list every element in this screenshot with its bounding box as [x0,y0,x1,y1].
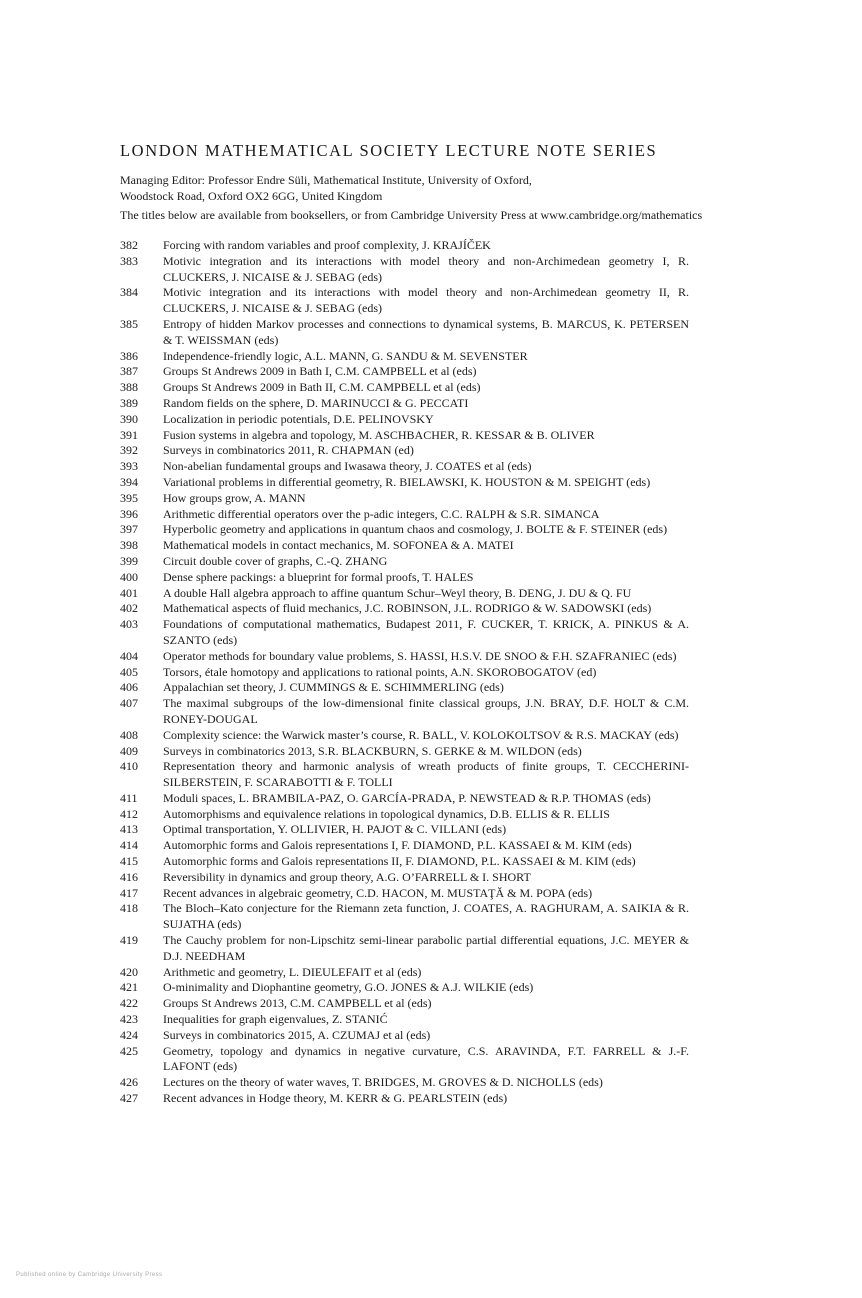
item-number: 424 [120,1027,138,1042]
list-item [120,807,748,823]
item-number: 418 [120,901,138,916]
series-title: LONDON MATHEMATICAL SOCIETY LECTURE NOTE SERIES [120,141,658,160]
item-number: 386 [120,348,138,363]
list-item [120,728,748,744]
item-number: 384 [120,285,138,300]
item-number: 388 [120,380,138,395]
item-title: Circuit double cover of graphs, C.-Q. ZHANG [163,553,388,568]
item-title: Entropy of hidden Markov processes and connections to dynamical systems, B. MARCUS, K. PETERSEN & T. WEISSMAN (eds) [163,316,689,347]
list-item [120,1075,748,1091]
title-list [120,238,748,1107]
item-title: Optimal transportation, Y. OLLIVIER, H. PAJOT & C. VILLANI (eds) [163,822,507,837]
item-number: 387 [120,364,138,379]
item-number: 385 [120,316,138,331]
list-item [120,617,748,649]
item-number: 409 [120,743,138,758]
item-number: 425 [120,1043,138,1058]
item-title: Geometry, topology and dynamics in negative curvature, C.S. ARAVINDA, F.T. FARRELL & J.-F. LAFONT (eds) [163,1043,689,1074]
list-item [120,349,748,365]
item-number: 413 [120,822,138,837]
availability-note: The titles below are available from booksellers, or from Cambridge University Press at www.cambridge.org/mathematics [120,208,703,222]
list-item [120,412,748,428]
item-title: Recent advances in algebraic geometry, C.D. HACON, M. MUSTAŢĂ & M. POPA (eds) [163,885,593,900]
list-item [120,254,748,286]
item-title: Groups St Andrews 2009 in Bath II, C.M. CAMPBELL et al (eds) [163,380,481,395]
item-title: Automorphic forms and Galois representations I, F. DIAMOND, P.L. KASSAEI & M. KIM (eds) [163,838,632,853]
item-number: 402 [120,601,138,616]
list-item [120,965,748,981]
list-item [120,980,748,996]
item-number: 406 [120,680,138,695]
item-number: 403 [120,617,138,632]
item-title: Motivic integration and its interactions with model theory and non-Archimedean geometry I, R. CLUCKERS, J. NICAISE & J. SEBAG (eds) [163,253,689,284]
item-title: The Cauchy problem for non-Lipschitz semi-linear parabolic partial differential equations, J.C. MEYER & D.J. NEEDHAM [163,933,689,963]
list-item [120,586,748,602]
item-title: Complexity science: the Warwick master’s course, R. BALL, V. KOLOKOLTSOV & R.S. MACKAY (eds) [163,727,679,742]
item-number: 422 [120,996,138,1011]
list-item [120,443,748,459]
editor-line-1: Managing Editor: Professor Endre Süli, Mathematical Institute, University of Oxford, [120,173,532,187]
list-item [120,380,748,396]
list-item [120,665,748,681]
list-item [120,554,748,570]
item-title: Surveys in combinatorics 2011, R. CHAPMAN (ed) [163,443,414,458]
list-item [120,838,748,854]
list-item [120,822,748,838]
item-number: 398 [120,538,138,553]
item-number: 423 [120,1012,138,1027]
item-number: 410 [120,759,138,774]
item-number: 390 [120,411,138,426]
item-number: 426 [120,1075,138,1090]
list-item [120,601,748,617]
item-number: 397 [120,522,138,537]
item-title: Non-abelian fundamental groups and Iwasawa theory, J. COATES et al (eds) [163,459,532,474]
item-number: 394 [120,474,138,489]
item-number: 414 [120,838,138,853]
list-item [120,459,748,475]
list-item [120,317,748,349]
item-title: The maximal subgroups of the low-dimensional finite classical groups, J.N. BRAY, D.F. HOLT & C.M. RONEY-DOUGAL [163,696,689,726]
item-title: A double Hall algebra approach to affine quantum Schur–Weyl theory, B. DENG, J. DU & Q. FU [163,585,632,600]
item-title: Automorphisms and equivalence relations in topological dynamics, D.B. ELLIS & R. ELLIS [163,806,610,821]
item-number: 391 [120,427,138,442]
list-item [120,1012,748,1028]
item-title: Appalachian set theory, J. CUMMINGS & E. SCHIMMERLING (eds) [163,680,504,695]
list-item [120,364,748,380]
item-title: Arithmetic and geometry, L. DIEULEFAIT et al (eds) [163,964,422,979]
item-title: Dense sphere packings: a blueprint for formal proofs, T. HALES [163,569,474,584]
item-title: The Bloch–Kato conjecture for the Riemann zeta function, J. COATES, A. RAGHURAM, A. SAIKIA & R. SUJATHA (eds) [163,901,689,932]
list-item [120,744,748,760]
item-number: 416 [120,869,138,884]
item-title: Operator methods for boundary value problems, S. HASSI, H.S.V. DE SNOO & F.H. SZAFRANIEC (eds) [163,648,677,663]
list-item [120,396,748,412]
item-title: Localization in periodic potentials, D.E. PELINOVSKY [163,411,434,426]
managing-editor [120,172,532,204]
list-item [120,507,748,523]
item-title: How groups grow, A. MANN [163,490,306,505]
item-title: Mathematical aspects of fluid mechanics, J.C. ROBINSON, J.L. RODRIGO & W. SADOWSKI (eds) [163,601,652,616]
item-number: 393 [120,459,138,474]
item-number: 396 [120,506,138,521]
item-title: Reversibility in dynamics and group theory, A.G. O’FARRELL & I. SHORT [163,869,531,884]
item-number: 395 [120,490,138,505]
item-title: Random fields on the sphere, D. MARINUCCI & G. PECCATI [163,395,469,410]
item-title: Foundations of computational mathematics, Budapest 2011, F. CUCKER, T. KRICK, A. PINKUS & A. SZANTO (eds) [163,617,689,647]
item-number: 382 [120,238,138,252]
item-title: Lectures on the theory of water waves, T. BRIDGES, M. GROVES & D. NICHOLLS (eds) [163,1075,603,1090]
list-item [120,870,748,886]
list-item [120,854,748,870]
item-title: Arithmetic differential operators over the p-adic integers, C.C. RALPH & S.R. SIMANCA [163,506,600,521]
list-item [120,933,748,965]
item-number: 427 [120,1091,138,1106]
item-number: 389 [120,395,138,410]
item-number: 412 [120,806,138,821]
item-title: Independence-friendly logic, A.L. MANN, G. SANDU & M. SEVENSTER [163,348,528,363]
item-number: 392 [120,443,138,458]
item-number: 399 [120,553,138,568]
list-item [120,696,748,728]
list-item [120,238,748,254]
item-number: 420 [120,964,138,979]
item-title: Recent advances in Hodge theory, M. KERR & G. PEARLSTEIN (eds) [163,1091,508,1106]
item-title: Groups St Andrews 2013, C.M. CAMPBELL et al (eds) [163,996,432,1011]
item-number: 407 [120,696,138,711]
item-number: 401 [120,585,138,600]
item-title: Variational problems in differential geometry, R. BIELAWSKI, K. HOUSTON & M. SPEIGHT (eds) [163,474,651,489]
item-title: Inequalities for graph eigenvalues, Z. STANIĆ [163,1012,388,1027]
list-item [120,538,748,554]
item-title: Moduli spaces, L. BRAMBILA-PAZ, O. GARCÍA-PRADA, P. NEWSTEAD & R.P. THOMAS (eds) [163,790,651,805]
list-item [120,791,748,807]
editor-line-2: Woodstock Road, Oxford OX2 6GG, United Kingdom [120,189,383,203]
list-item [120,1091,748,1107]
list-item [120,491,748,507]
list-item [120,996,748,1012]
list-item [120,901,748,933]
item-title: Automorphic forms and Galois representations II, F. DIAMOND, P.L. KASSAEI & M. KIM (eds) [163,854,636,869]
list-item [120,522,748,538]
item-title: Forcing with random variables and proof complexity, J. KRAJÍČEK [163,238,491,252]
item-title: O-minimality and Diophantine geometry, G.O. JONES & A.J. WILKIE (eds) [163,980,534,995]
list-item [120,1028,748,1044]
list-item [120,680,748,696]
list-item [120,285,748,317]
list-item [120,649,748,665]
item-number: 415 [120,854,138,869]
footer-note: Published online by Cambridge University Press [16,1272,163,1278]
list-item [120,1044,748,1076]
list-item [120,570,748,586]
item-title: Surveys in combinatorics 2015, A. CZUMAJ et al (eds) [163,1027,431,1042]
item-number: 404 [120,648,138,663]
item-number: 419 [120,933,138,948]
item-number: 400 [120,569,138,584]
list-item [120,886,748,902]
item-title: Mathematical models in contact mechanics, M. SOFONEA & A. MATEI [163,538,514,553]
item-title: Motivic integration and its interactions with model theory and non-Archimedean geometry II, R. CLUCKERS, J. NICAISE & J. SEBAG (eds) [163,285,689,316]
item-title: Torsors, étale homotopy and applications to rational points, A.N. SKOROBOGATOV (ed) [163,664,597,679]
item-title: Representation theory and harmonic analysis of wreath products of finite groups, T. CECCHERINI-SILBERSTEIN, F. SCARABOTTI & F. TOLLI [163,759,689,790]
item-number: 417 [120,885,138,900]
item-number: 405 [120,664,138,679]
item-number: 411 [120,790,138,805]
list-item [120,428,748,444]
item-title: Surveys in combinatorics 2013, S.R. BLACKBURN, S. GERKE & M. WILDON (eds) [163,743,582,758]
item-number: 383 [120,253,138,268]
item-title: Groups St Andrews 2009 in Bath I, C.M. CAMPBELL et al (eds) [163,364,477,379]
list-item [120,475,748,491]
item-number: 421 [120,980,138,995]
item-number: 408 [120,727,138,742]
list-item [120,759,748,791]
item-title: Hyperbolic geometry and applications in quantum chaos and cosmology, J. BOLTE & F. STEINER (eds) [163,522,668,537]
item-title: Fusion systems in algebra and topology, M. ASCHBACHER, R. KESSAR & B. OLIVER [163,427,595,442]
